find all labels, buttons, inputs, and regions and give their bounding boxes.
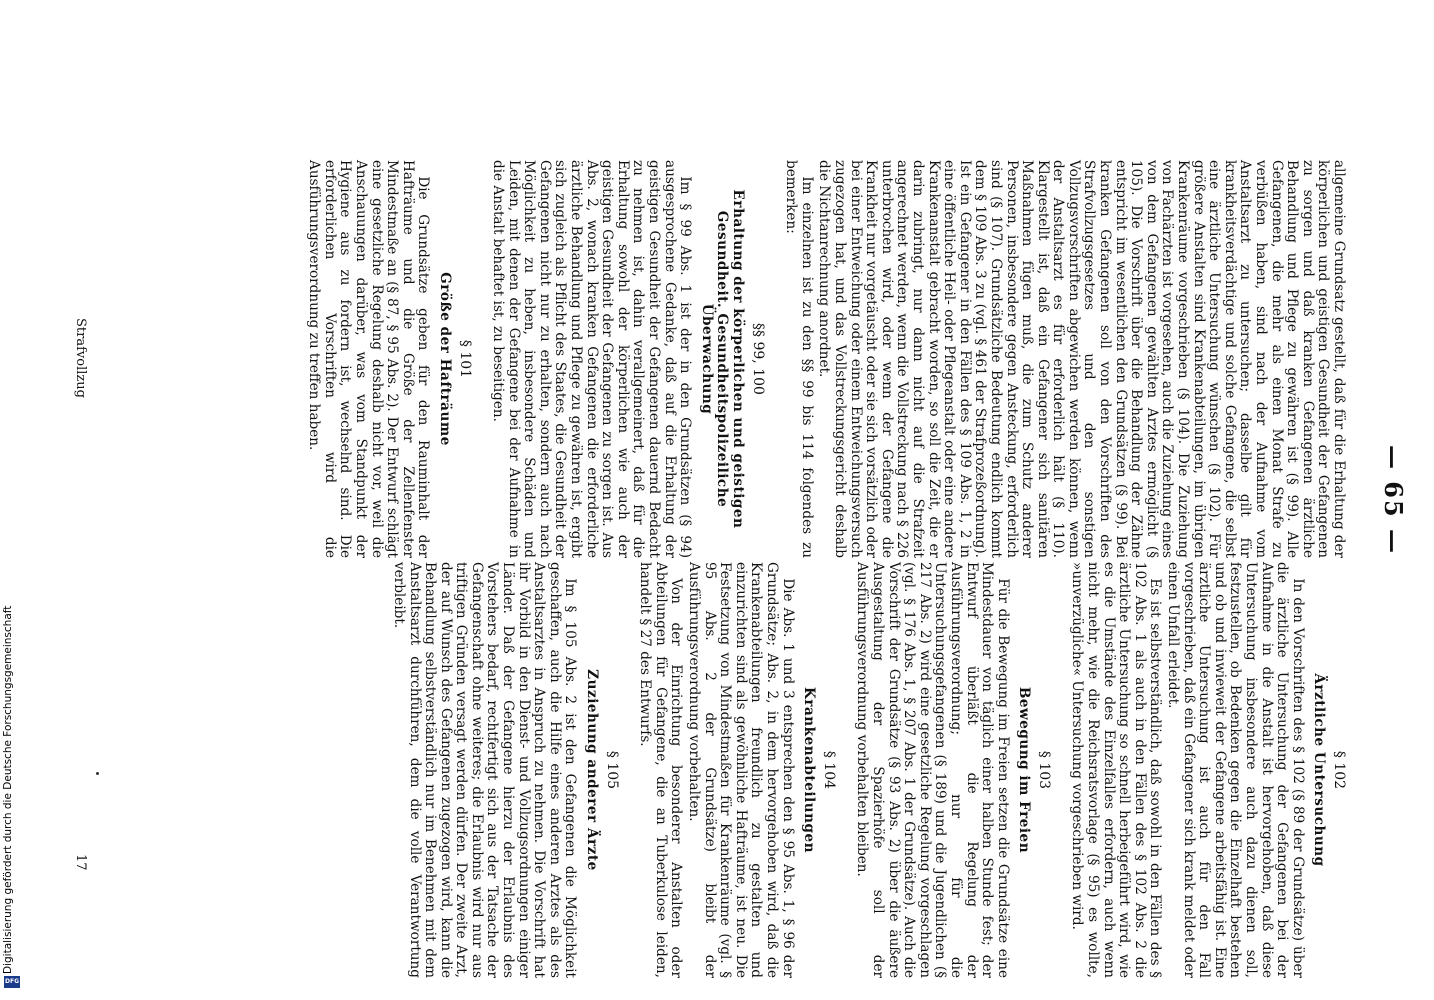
paragraph: Für die Bewegung im Freien setzen die Grundsätze eine Mindestdauer von täglich einer halben Stunde fest; der Entwurf überläßt die Regelung der Ausführungsverordnung; nur für die Untersuchungsgefangenen (§ 189) und die Jugendlichen (§ 217 Abs. 2) wird eine gesetzliche Regelung vorgeschlagen (vgl. § 176 Abs. 1, § 207 Abs. 1 der Grundsätze). Auch die Vorschrift der Grundsätze (§ 93 Abs. 2) über die äußere Ausgestaltung der Spazierhöfe soll der Ausführungsverordnung vorbehalten bleiben.: [854, 562, 1011, 978]
paragraph: In den Vorschriften des § 102 (§ 89 der Grundsätze) über die ärztliche Untersuchung der Gefangenen bei der Aufnahme in die Anstalt ist hervorgehoben, daß diese Untersuchung insbesondere auch dazu dienen soll, festzustellen, ob Bedenken gegen die Einzelhaft bestehen und ob und inwieweit der Gefangene arbeitsfähig ist. Eine ärztliche Untersuchung ist auch für den Fall vorgeschrieben, daß ein Gefangener sich krank meldet oder einen Unfall erleidet.: [1165, 562, 1306, 978]
paragraph: Von der Einrichtung besonderer Anstalten oder Abteilungen für Gefangene, die an Tuberkulose leiden, handelt § 27 des Entwurfs.: [637, 562, 685, 978]
paragraph: Im einzelnen ist zu den §§ 99 bis 114 folgendes zu bemerken:: [783, 160, 815, 558]
section-number: § 104: [820, 750, 837, 790]
digitization-credit: Digitalisierung gefördert durch die Deutsche Forschungsgemeinschaft: [2, 605, 14, 974]
footer-signature: Strafvollzug: [73, 318, 88, 398]
section-title: Erhaltung der körperlichen und geistigen Gesundheit. Gesundheitspolizeiliche Überwachung: [698, 189, 747, 529]
dfg-logo-icon: DFG: [4, 976, 20, 988]
paragraph: Im § 99 Abs. 1 ist der in den Grundsätzen (§ 94) ausgesprochene Gedanke, daß auf die Erhaltung der geistigen Gesundheit der Gefangenen dauernd Bedacht zu nehmen ist, dahin verallgemeinert, daß für die Erhaltung sowohl der körperlichen wie auch der geistigen Gesundheit der Gefangenen zu sorgen ist. Aus Abs. 2, wonach kranken Gefangenen die erforderliche ärztliche Behandlung und Pflege zu gewähren ist, ergibt sich zugleich als Pflicht des Staates, die Gesundheit der Gefangenen nicht nur zu erhalten, sondern auch nach Möglichkeit zu heben, insbesondere Schäden und Leiden, mit denen der Gefangene bei der Aufnahme in die Anstalt behaftet ist, zu beseitigen.: [490, 160, 694, 558]
paragraph: Die Grundsätze geben für den Rauminhalt der Hafträume und die Größe der Zellenfenster Mindestmaße an (§ 87, § 95 Abs. 2). Der Entwurf schlägt eine gesetzliche Regelung deshalb nicht vor, weil die Anschauungen darüber, was vom Standpunkt der Hygiene aus zu fordern ist, wechselnd sind. Die erforderlichen Vorschriften wird die Ausführungsverordnung zu treffen haben.: [306, 160, 432, 558]
section-number: §§ 99, 100: [749, 323, 766, 395]
footer-sheet-number: 17: [73, 854, 88, 871]
section-number: § 101: [456, 339, 473, 379]
section-title: Zuziehung anderer Ärzte: [584, 669, 601, 871]
digitization-credit-bar: [2, 392, 20, 992]
paragraph: Die Abs. 1 und 3 entsprechen den § 95 Abs. 1, § 96 der Grundsätze; Abs. 2, in dem hervorgehoben wird, daß die Krankenabteilungen freundlich zu gestalten und einzurichten sind als gewöhnliche Hafträume, ist neu. Die Festsetzung von Mindestmaßen für Krankenräume (vgl. § 95 Abs. 2 der Grundsätze) bleibt der Ausführungsverordnung vorbehalten.: [686, 562, 796, 978]
paragraph: allgemeine Grundsatz gestellt, daß für die Erhaltung der körperlichen und geistigen Gesundheit der Gefangenen zu sorgen und daß kranken Gefangenen ärztliche Behandlung und Pflege zu gewähren ist (§ 99). Alle Gefangenen, die mehr als einen Monat Strafe zu verbüßen haben, sind nach der Aufnahme vom Anstaltsarzt zu untersuchen; dasselbe gilt für krankheitsverdächtige und solche Gefangene, die selbst eine ärztliche Untersuchung wünschen (§ 102). Für größere Anstalten sind Krankenabteilungen, im übrigen Krankenräume vorgeschrieben (§ 104). Die Zuziehung von Fachärzten ist vorgesehen, auch die Zuziehung eines von dem Gefangenen gewählten Arztes ermöglicht (§ 105). Die Vorschrift über die Behandlung der Zähne entspricht im wesentlichen den Grundsätzen (§ 99). Bei kranken Gefangenen soll von den Vorschriften des Strafvollzugsgesetzes und den sonstigen Vollzugsvorschriften abgewichen werden können, wenn der Anstaltsarzt es für erforderlich hält (§ 110). Klargestellt ist, daß ein Gefangener sich sanitären Maßnahmen fügen muß, die zum Schutz anderer Personen, insbesondere gegen Ansteckung, erforderlich sind (§ 107). Grundsätzliche Bedeutung endlich kommt dem § 109 Abs. 3 zu (vgl. § 461 der Strafprozeßordnung). Ist ein Gefangener in den Fällen des § 109 Abs. 1, 2 in eine öffentliche Heil- oder Pflegeanstalt oder eine andere Krankenanstalt gebracht worden, so soll die Zeit, die er darin zubringt, nur dann nicht auf die Strafzeit angerechnet werden, wenn die Vollstreckung nach § 226 unterbrochen wird, oder wenn der Gefangene die Krankheit nur vorgetäuscht oder sie sich vorsätzlich oder bei einer Entweichung oder einem Entweichungsversuch zugezogen hat, und das Vollstreckungsgericht deshalb die Nichtanrechnung anordnet.: [816, 160, 1347, 558]
page-header: — 65 —: [1379, 444, 1408, 556]
left-column: [304, 160, 1346, 558]
section-title: Größe der Hafträume: [436, 272, 453, 446]
section-number: § 102: [1331, 750, 1347, 790]
paragraph: Es ist selbstverständlich, daß sowohl in den Fällen des § 102 Abs. 1 als auch in den Fällen des § 102 Abs. 2 die ärztliche Untersuchung so schnell herbeigeführt wird, wie es die Umstände des Einzelfalles erfordern, auch wenn nicht mehr, wie die Reichsratsvorlage (§ 95) es wollte, »unverzügliche« Untersuchung vorgeschrieben wird.: [1069, 562, 1164, 978]
section-title: Ärztliche Untersuchung: [1311, 673, 1328, 867]
section-title: Krankenabteilungen: [801, 687, 818, 853]
section-number: § 103: [1035, 750, 1052, 790]
right-column: [388, 562, 1346, 978]
section-title: Bewegung im Freien: [1016, 686, 1033, 854]
scan-speck: [96, 772, 99, 775]
paragraph: Im § 105 Abs. 2 ist den Gefangenen die Möglichkeit geschaffen, auch die Hilfe eines anderen Arztes als des Anstaltsarztes in Anspruch zu nehmen. Die Vorschrift hat ihr Vorbild in den Dienst- und Vollzugsordnungen einiger Länder. Daß der Gefangene hierzu der Erlaubnis des Vorstehers bedarf, rechtfertigt sich aus der Tatsache der Gefangenschaft ohne weiteres; die Erlaubnis wird nur aus triftigen Gründen versagt werden dürfen. Der zweite Arzt, der auf Wunsch des Gefangenen zugezogen wird, kann die Behandlung selbstverständlich nur im Benehmen mit dem Anstaltsarzt durchführen, dem die volle Verantwortung verbleibt.: [390, 562, 579, 978]
section-number: § 105: [603, 750, 620, 790]
